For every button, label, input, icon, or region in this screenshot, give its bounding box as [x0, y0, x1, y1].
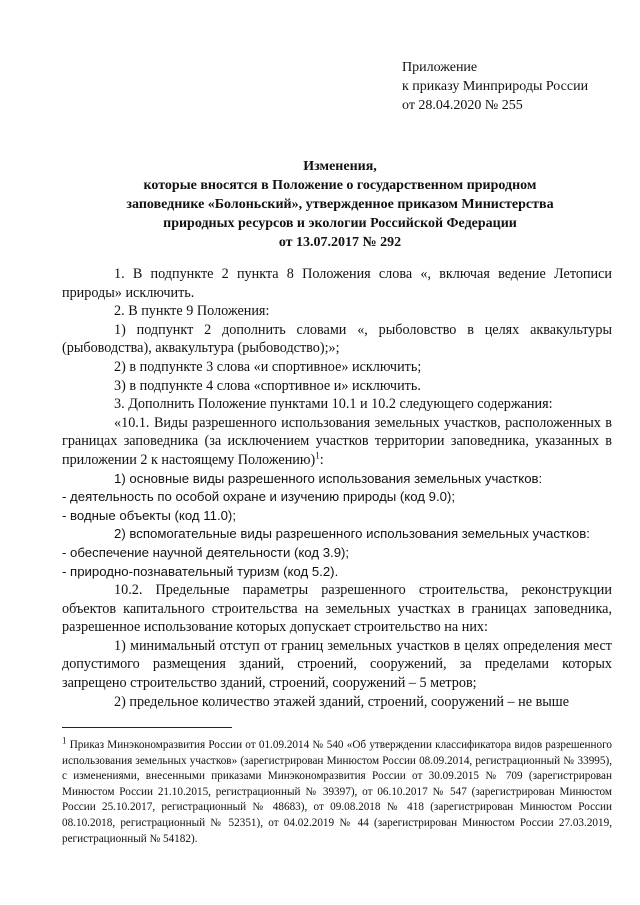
annex-reference — [402, 58, 588, 115]
title-line-4: природных ресурсов и экологии Российской Федерации — [163, 216, 517, 231]
footnote-reference: 1 — [315, 450, 320, 461]
paragraph-13: - природно-познавательный туризм (код 5.2). — [62, 563, 339, 579]
annex-line-3: от 28.04.2020 № 255 — [402, 98, 523, 113]
paragraph-4: 2) в подпункте 3 слова «и спортивное» исключить; — [114, 358, 422, 375]
paragraph-14: 10.2. Предельные параметры разрешенного строительства, реконструкции объектов капитального строительства на земельных участках в границах заповедника, разрешенное использование которых допускает строительство на них: — [62, 582, 612, 636]
annex-line-1: Приложение — [402, 60, 478, 75]
paragraph-5: 3) в подпункте 4 слова «спортивное и» исключить. — [114, 377, 421, 394]
footnote-mark: 1 — [62, 735, 67, 746]
paragraph-8: 1) основные виды разрешенного использования земельных участков: — [114, 470, 543, 486]
paragraph-3: 1) подпункт 2 дополнить словами «, рыболовство в целях аквакультуры (рыбоводства), аквакультура (рыбоводство);»; — [62, 321, 612, 357]
paragraph-16: 2) предельное количество этажей зданий, строений, сооружений – не выше — [114, 693, 570, 710]
title-line-2: которые вносятся в Положение о государственном природном — [143, 178, 537, 193]
annex-line-2: к приказу Минприроды России — [402, 79, 589, 94]
paragraph-12: - обеспечение научной деятельности (код 3.9); — [62, 544, 350, 560]
paragraph-15: 1) минимальный отступ от границ земельных участков в целях определения мест допустимого размещения зданий, строений, сооружений, за пределами которых запрещено строительство зданий, строений, сооружений – 5 метров; — [62, 637, 612, 692]
paragraph-6: 3. Дополнить Положение пунктами 10.1 и 10.2 следующего содержания: — [114, 396, 553, 413]
document-title — [60, 157, 620, 252]
footnote-text: Приказ Минэкономразвития России от 01.09.2014 № 540 «Об утверждении классификатора видов разрешенного использования земельных участков» (зарегистрирован Минюстом России 08.09.2014, регистрационный № 33995), с изменениями, внесенными приказами Минэкономразвития России от 30.09.2015 № 709 (зарегистрирован Минюстом России 21.10.2015, регистрационный № 39397), от 06.10.2017 № 547 (зарегистрирован Минюстом России 25.10.2017, регистрационный № 48683), от 09.08.2018 № 418 (зарегистрирован Минюстом России 08.10.2018, регистрационный № 52351), от 04.02.2019 № 44 (зарегистрирован Минюстом России 27.03.2019, регистрационный № 54182). — [62, 739, 612, 845]
paragraph-7-text: «10.1. Виды разрешенного использования земельных участков, расположенных в границах заповедника (за исключением участков территории заповедника, указанных в приложении 2 к настоящему Положению) — [62, 414, 612, 468]
paragraph-7 — [62, 414, 612, 470]
paragraph-10: - водные объекты (код 11.0); — [62, 507, 236, 523]
paragraph-2: 2. В пункте 9 Положения: — [114, 303, 270, 320]
title-line-1: Изменения, — [303, 159, 377, 174]
title-line-3: заповеднике «Болоньский», утвержденное приказом Министерства — [126, 197, 554, 212]
paragraph-9: - деятельность по особой охране и изучению природы (код 9.0); — [62, 489, 456, 505]
title-line-5: от 13.07.2017 № 292 — [278, 235, 402, 250]
paragraph-1: 1. В подпункте 2 пункта 8 Положения слова «, включая ведение Летописи природы» исключить. — [62, 266, 612, 301]
footnote — [62, 735, 612, 847]
document-body — [62, 265, 612, 711]
paragraph-7-end: : — [319, 451, 324, 468]
footnote-separator — [62, 727, 232, 728]
paragraph-11: 2) вспомогательные виды разрешенного использования земельных участков: — [114, 526, 590, 542]
